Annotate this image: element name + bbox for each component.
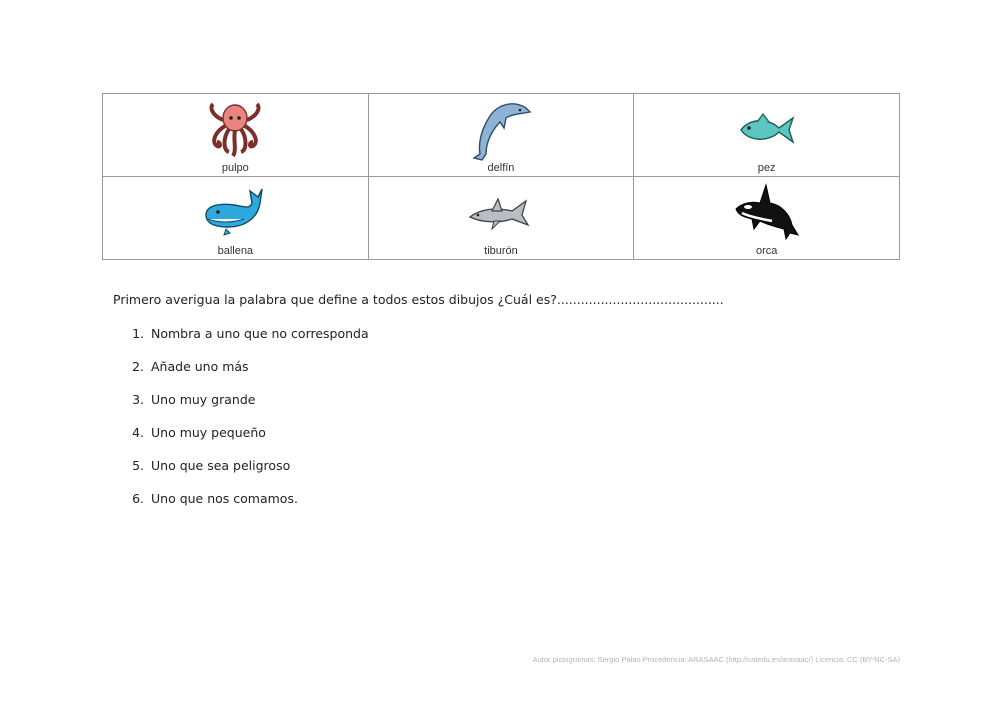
animal-cell-octopus xyxy=(103,94,369,177)
animal-cell-whale xyxy=(103,177,369,260)
shark-icon xyxy=(466,181,536,245)
orca-icon xyxy=(732,181,802,247)
task-item: 2. Añade uno más xyxy=(132,359,249,374)
pictogram-grid xyxy=(102,93,900,260)
whale-icon xyxy=(200,181,270,245)
animal-label: ballena xyxy=(217,245,254,257)
intro-question: Primero averigua la palabra que define a todos estos dibujos ¿Cuál es?.......................................... xyxy=(113,292,724,307)
animal-label: delfín xyxy=(487,162,515,174)
animal-cell-dolphin xyxy=(368,94,634,177)
animal-cell-shark xyxy=(368,177,634,260)
animal-label: pez xyxy=(757,162,776,174)
animal-cell-orca xyxy=(634,177,900,260)
animal-label: tiburón xyxy=(484,245,518,257)
task-item: 5. Uno que sea peligroso xyxy=(132,458,291,473)
animal-label: orca xyxy=(755,245,778,257)
octopus-icon xyxy=(203,98,267,162)
credits-footer: Autor pictogramas: Sergio Palao Procedencia: ARASAAC (http://catedu.es/arasaac/) Licencia: CC (BY-NC-SA) xyxy=(532,655,900,664)
animal-cell-fish xyxy=(634,94,900,177)
animal-label: pulpo xyxy=(221,162,249,174)
task-list xyxy=(113,326,369,524)
dolphin-icon xyxy=(468,98,534,162)
task-item: 1. Nombra a uno que no corresponda xyxy=(132,326,369,341)
fish-icon xyxy=(735,98,799,158)
task-item: 3. Uno muy grande xyxy=(132,392,256,407)
task-item: 6. Uno que nos comamos. xyxy=(132,491,298,506)
task-item: 4. Uno muy pequeño xyxy=(132,425,266,440)
